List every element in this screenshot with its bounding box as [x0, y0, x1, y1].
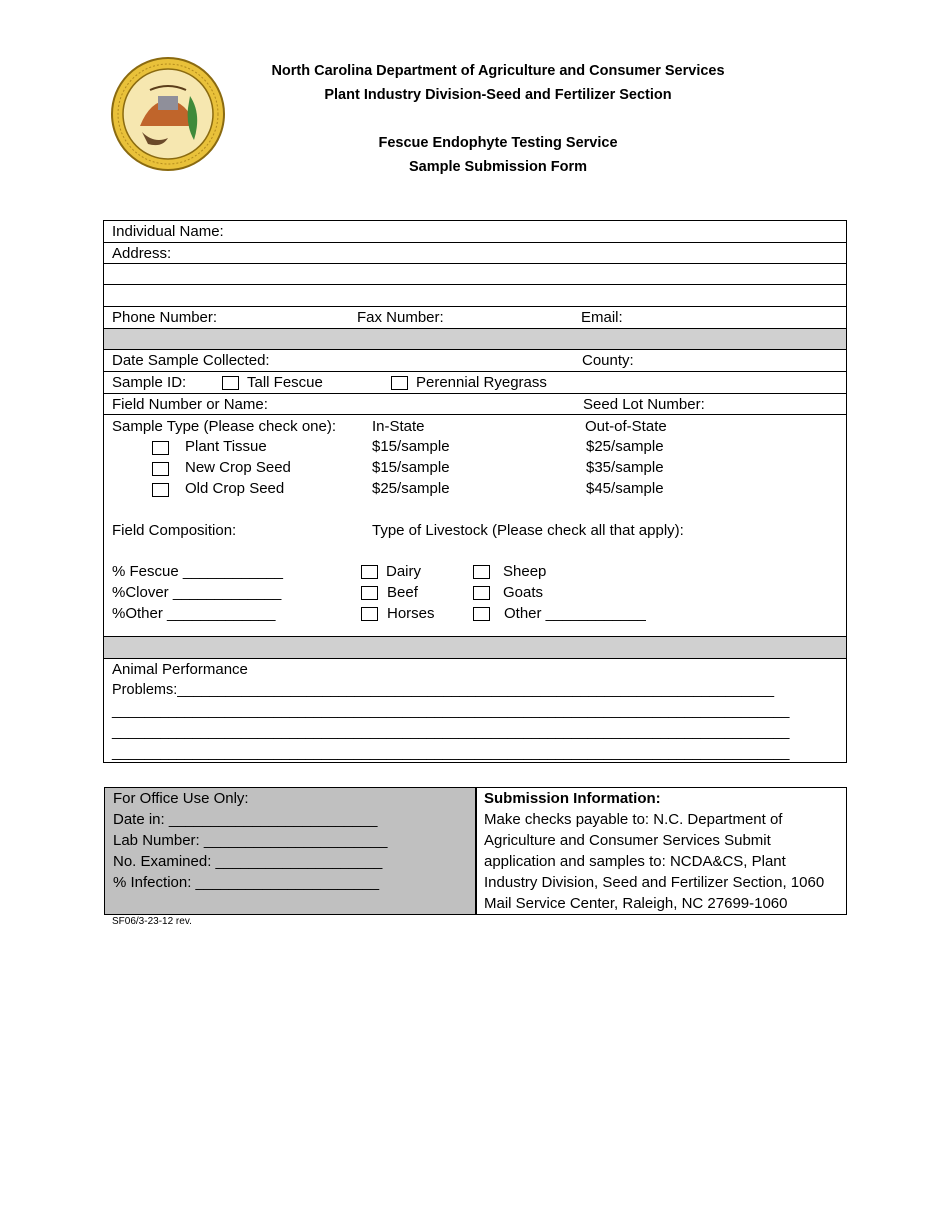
gray-divider-1	[104, 329, 846, 350]
plant-tissue-checkbox[interactable]	[152, 441, 169, 455]
beef-checkbox[interactable]	[361, 586, 378, 600]
address-label: Address:	[112, 245, 172, 262]
row-individual-name	[104, 221, 846, 243]
date-collected-label: Date Sample Collected:	[112, 352, 270, 369]
header-form-title: Sample Submission Form	[408, 159, 588, 175]
office-use-title: For Office Use Only:	[113, 790, 249, 807]
other-livestock-checkbox[interactable]	[473, 607, 490, 621]
new-crop-seed-checkbox[interactable]	[152, 462, 169, 476]
office-use-box	[104, 787, 477, 915]
seed-lot-label: Seed Lot Number:	[583, 396, 705, 413]
horses-label: Horses	[387, 605, 435, 622]
revision-code: SF06/3-23-12 rev.	[112, 916, 192, 927]
fescue-percent-field[interactable]: % Fescue ____________	[112, 563, 283, 580]
perennial-ryegrass-checkbox[interactable]	[391, 376, 408, 390]
livestock-type-label: Type of Livestock (Please check all that apply):	[372, 522, 684, 539]
row-contact	[104, 307, 846, 329]
dairy-checkbox[interactable]	[361, 565, 378, 579]
other-livestock-field[interactable]: Other ____________	[504, 605, 646, 622]
submission-info-line-5: Mail Service Center, Raleigh, NC 27699-1060	[484, 895, 788, 912]
header-agency: North Carolina Department of Agriculture and Consumer Services	[271, 63, 725, 79]
phone-label: Phone Number:	[112, 309, 218, 326]
new-crop-seed-out-of-state-price: $35/sample	[586, 459, 664, 476]
sample-id-label: Sample ID:	[112, 374, 187, 391]
sheep-label: Sheep	[503, 563, 547, 580]
goats-label: Goats	[503, 584, 544, 601]
old-crop-seed-out-of-state-price: $45/sample	[586, 480, 664, 497]
sample-type-old-crop-seed: Old Crop Seed	[185, 480, 285, 497]
row-animal-performance	[104, 659, 846, 762]
goats-checkbox[interactable]	[473, 586, 490, 600]
in-state-header: In-State	[372, 418, 425, 435]
sample-type-new-crop-seed: New Crop Seed	[185, 459, 291, 476]
sample-type-plant-tissue: Plant Tissue	[185, 438, 267, 455]
new-crop-seed-in-state-price: $15/sample	[372, 459, 450, 476]
submission-info-box	[475, 787, 847, 915]
header-service: Fescue Endophyte Testing Service	[378, 135, 618, 151]
other-percent-field[interactable]: %Other _____________	[112, 605, 276, 622]
field-composition-label: Field Composition:	[112, 522, 237, 539]
perennial-ryegrass-label: Perennial Ryegrass	[416, 374, 547, 391]
old-crop-seed-in-state-price: $25/sample	[372, 480, 450, 497]
problems-line-3[interactable]: ____________________________________________________________________________________	[112, 724, 790, 740]
sample-type-label: Sample Type (Please check one):	[112, 418, 337, 435]
dairy-label: Dairy	[386, 563, 422, 580]
row-address	[104, 243, 846, 264]
submission-form	[103, 220, 847, 763]
row-sample-id	[104, 372, 846, 394]
infection-field[interactable]: % Infection: ______________________	[113, 874, 380, 891]
submission-info-line-3: application and samples to: NCDA&CS, Plant	[484, 853, 786, 870]
tall-fescue-label: Tall Fescue	[247, 374, 323, 391]
clover-percent-field[interactable]: %Clover _____________	[112, 584, 282, 601]
animal-performance-label: Animal Performance	[112, 661, 248, 678]
header-division: Plant Industry Division-Seed and Fertilizer Section	[324, 87, 672, 103]
field-number-label: Field Number or Name:	[112, 396, 268, 413]
gray-divider-2	[104, 637, 846, 659]
problems-line-4[interactable]: ____________________________________________________________________________________	[112, 745, 790, 761]
problems-line-2[interactable]: ____________________________________________________________________________________	[112, 703, 790, 719]
county-label: County:	[582, 352, 634, 369]
submission-info-line-4: Industry Division, Seed and Fertilizer Section, 1060	[484, 874, 825, 891]
row-sample-details	[104, 415, 846, 637]
lab-number-field[interactable]: Lab Number: ______________________	[113, 832, 388, 849]
row-field-seed-lot	[104, 394, 846, 415]
problems-field[interactable]: Problems:__________________________________________________________________________	[112, 682, 775, 698]
submission-info-title: Submission Information:	[484, 790, 661, 807]
row-date-county	[104, 350, 846, 372]
beef-label: Beef	[387, 584, 418, 601]
old-crop-seed-checkbox[interactable]	[152, 483, 169, 497]
tall-fescue-checkbox[interactable]	[222, 376, 239, 390]
submission-info-line-2: Agriculture and Consumer Services Submit	[484, 832, 771, 849]
individual-name-label: Individual Name:	[112, 223, 224, 240]
row-address-line-3[interactable]	[104, 285, 846, 307]
no-examined-field[interactable]: No. Examined: ____________________	[113, 853, 383, 870]
sheep-checkbox[interactable]	[473, 565, 490, 579]
row-address-line-2[interactable]	[104, 264, 846, 285]
plant-tissue-out-of-state-price: $25/sample	[586, 438, 664, 455]
email-label: Email:	[581, 309, 623, 326]
out-of-state-header: Out-of-State	[585, 418, 667, 435]
horses-checkbox[interactable]	[361, 607, 378, 621]
fax-label: Fax Number:	[357, 309, 444, 326]
date-in-field[interactable]: Date in: _________________________	[113, 811, 378, 828]
submission-info-line-1: Make checks payable to: N.C. Department of	[484, 811, 783, 828]
plant-tissue-in-state-price: $15/sample	[372, 438, 450, 455]
